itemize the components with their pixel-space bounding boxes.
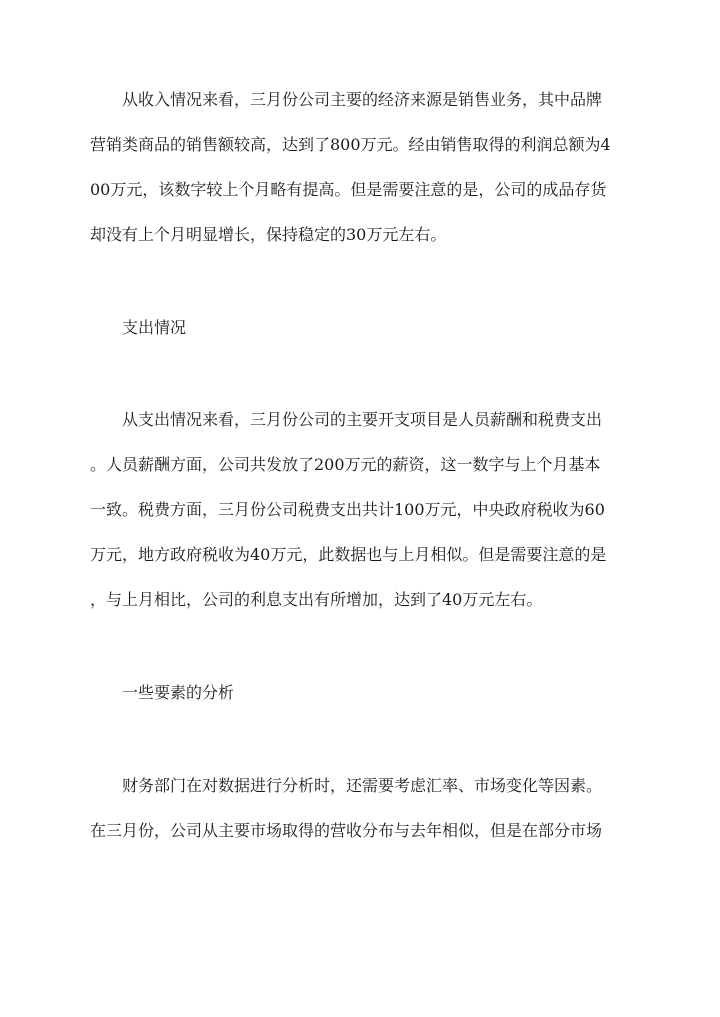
- expenditure-paragraph-line-3: 一致。税费方面，三月份公司税费支出共计100万元，中央政府税收为60: [90, 500, 605, 519]
- analysis-paragraph-line-1: 财务部门在对数据进行分析时，还需要考虑汇率、市场变化等因素。: [122, 776, 603, 795]
- factor-analysis-heading: 一些要素的分析: [122, 683, 235, 702]
- expenditure-heading: 支出情况: [122, 318, 187, 337]
- expenditure-paragraph-line-2: 。人员薪酬方面，公司共发放了200万元的薪资，这一数字与上个月基本: [90, 455, 601, 474]
- income-paragraph-line-2: 营销类商品的销售额较高，达到了800万元。经由销售取得的利润总额为4: [90, 135, 611, 154]
- analysis-paragraph-line-2: 在三月份，公司从主要市场取得的营收分布与去年相似，但是在部分市场: [90, 821, 603, 840]
- income-paragraph-line-4: 却没有上个月明显增长，保持稳定的30万元左右。: [90, 225, 447, 244]
- income-paragraph-line-1: 从收入情况来看，三月份公司主要的经济来源是销售业务，其中品牌: [122, 90, 603, 109]
- expenditure-paragraph-line-1: 从支出情况来看，三月份公司的主要开支项目是人员薪酬和税费支出: [122, 410, 603, 429]
- expenditure-paragraph-line-5: ，与上月相比，公司的利息支出有所增加，达到了40万元左右。: [90, 590, 543, 609]
- income-paragraph-line-3: 00万元，该数字较上个月略有提高。但是需要注意的是，公司的成品存货: [90, 180, 607, 199]
- expenditure-paragraph-line-4: 万元，地方政府税收为40万元，此数据也与上月相似。但是需要注意的是: [90, 545, 607, 564]
